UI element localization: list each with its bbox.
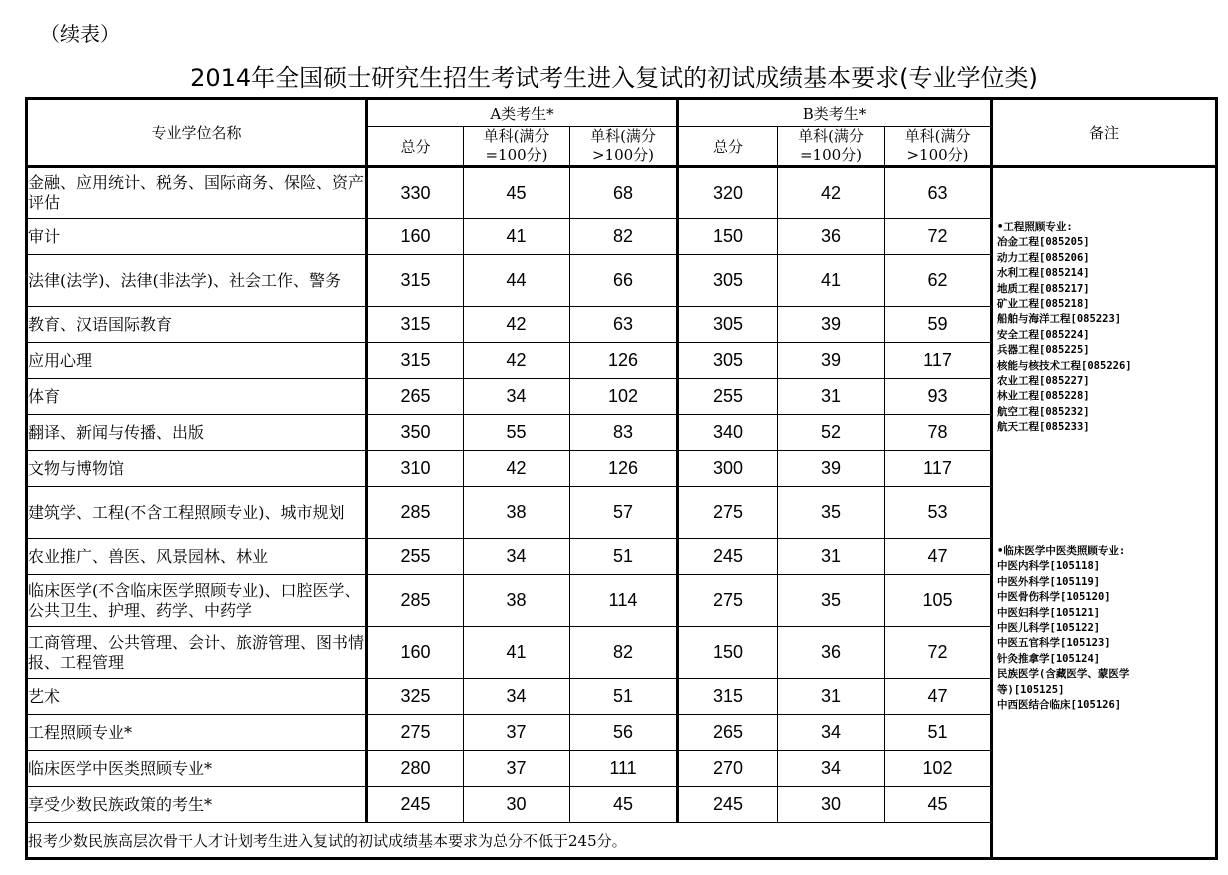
score-cell-a-s2: 82 [570, 627, 678, 679]
header-a-single-100: 单科(满分=100分) [464, 127, 570, 167]
score-cell-b-total: 305 [678, 343, 778, 379]
score-cell-b-s1: 41 [778, 255, 885, 307]
score-cell-a-s2: 126 [570, 451, 678, 487]
remark-line: 水利工程[085214] [997, 267, 1090, 280]
score-cell-a-s2: 66 [570, 255, 678, 307]
score-cell-b-s2: 59 [885, 307, 992, 343]
remark-line: 船舶与海洋工程[085223] [997, 313, 1122, 326]
footnote: 报考少数民族高层次骨干人才计划考生进入复试的初试成绩基本要求为总分不低于245分。 [27, 823, 992, 859]
remark-line: 航天工程[085233] [997, 421, 1090, 434]
remark-line: 中医妇科学[105121] [997, 606, 1101, 619]
remark-line: 矿业工程[085218] [997, 298, 1090, 311]
score-cell-b-s2: 53 [885, 487, 992, 539]
score-cell-b-s2: 78 [885, 415, 992, 451]
score-cell-a-s1: 37 [464, 751, 570, 787]
remark-line: 针灸推拿学[105124] [997, 652, 1101, 665]
score-cell-b-s1: 39 [778, 451, 885, 487]
score-cell-b-s1: 35 [778, 575, 885, 627]
score-cell-a-total: 315 [367, 343, 464, 379]
remark-line: 兵器工程[085225] [997, 344, 1090, 357]
remark-line: 中西医结合临床[105126] [997, 699, 1122, 712]
score-cell-b-s1: 42 [778, 167, 885, 219]
header-remarks: 备注 [992, 99, 1217, 167]
score-cell-a-s1: 45 [464, 167, 570, 219]
degree-name-cell: 工程照顾专业* [27, 715, 367, 751]
score-cell-a-s1: 37 [464, 715, 570, 751]
score-cell-a-s2: 82 [570, 219, 678, 255]
degree-name-cell: 农业推广、兽医、风景园林、林业 [27, 539, 367, 575]
score-cell-a-total: 160 [367, 627, 464, 679]
score-cell-b-s2: 72 [885, 219, 992, 255]
score-cell-b-s1: 34 [778, 751, 885, 787]
score-cell-a-s1: 34 [464, 539, 570, 575]
score-cell-a-total: 350 [367, 415, 464, 451]
degree-name-cell: 文物与博物馆 [27, 451, 367, 487]
remark-line: 核能与核技术工程[085226] [997, 359, 1132, 372]
score-cell-b-s2: 102 [885, 751, 992, 787]
header-b-total: 总分 [678, 127, 778, 167]
score-cell-b-s1: 39 [778, 343, 885, 379]
degree-name-cell: 享受少数民族政策的考生* [27, 787, 367, 823]
score-cell-b-s1: 31 [778, 539, 885, 575]
score-cell-b-total: 245 [678, 539, 778, 575]
score-cell-b-s1: 52 [778, 415, 885, 451]
score-cell-b-total: 300 [678, 451, 778, 487]
score-cell-a-s2: 68 [570, 167, 678, 219]
score-cell-b-s2: 62 [885, 255, 992, 307]
score-cell-a-s2: 51 [570, 679, 678, 715]
score-cell-b-s2: 45 [885, 787, 992, 823]
score-cell-a-total: 160 [367, 219, 464, 255]
score-cell-b-s1: 39 [778, 307, 885, 343]
continued-label: （续表） [40, 22, 120, 46]
score-cell-a-s2: 126 [570, 343, 678, 379]
score-cell-a-total: 315 [367, 307, 464, 343]
score-cell-b-s1: 30 [778, 787, 885, 823]
remark-line: 林业工程[085228] [997, 390, 1090, 403]
score-cell-a-s1: 55 [464, 415, 570, 451]
degree-name-cell: 审计 [27, 219, 367, 255]
remarks-engineering [997, 220, 1132, 436]
score-cell-a-s1: 41 [464, 219, 570, 255]
remark-line: 安全工程[085224] [997, 328, 1090, 341]
score-cell-b-s1: 36 [778, 219, 885, 255]
score-cell-a-s1: 42 [464, 307, 570, 343]
score-cell-b-s1: 34 [778, 715, 885, 751]
score-cell-a-s2: 63 [570, 307, 678, 343]
score-cell-b-total: 275 [678, 575, 778, 627]
score-cell-a-s1: 30 [464, 787, 570, 823]
degree-name-cell: 艺术 [27, 679, 367, 715]
score-cell-a-s1: 34 [464, 379, 570, 415]
remark-line: 地质工程[085217] [997, 282, 1090, 295]
remark-line: 农业工程[085227] [997, 375, 1090, 388]
score-cell-a-s1: 42 [464, 343, 570, 379]
degree-name-cell: 体育 [27, 379, 367, 415]
score-cell-a-total: 325 [367, 679, 464, 715]
score-cell-b-total: 245 [678, 787, 778, 823]
score-cell-a-total: 330 [367, 167, 464, 219]
score-cell-a-s1: 38 [464, 575, 570, 627]
remark-line: 中医外科学[105119] [997, 575, 1101, 588]
header-b-single-over100: 单科(满分>100分) [885, 127, 992, 167]
table-row [27, 167, 1217, 219]
score-cell-a-s2: 114 [570, 575, 678, 627]
score-cell-b-s2: 51 [885, 715, 992, 751]
score-cell-a-s2: 111 [570, 751, 678, 787]
score-cell-b-total: 320 [678, 167, 778, 219]
header-group-b: B类考生* [678, 99, 992, 127]
score-cell-b-total: 270 [678, 751, 778, 787]
degree-name-cell: 应用心理 [27, 343, 367, 379]
score-cell-b-s2: 47 [885, 679, 992, 715]
remark-line: 中医五官科学[105123] [997, 637, 1111, 650]
score-cell-b-s1: 31 [778, 379, 885, 415]
score-cell-a-s2: 57 [570, 487, 678, 539]
score-cell-b-s2: 93 [885, 379, 992, 415]
score-cell-b-total: 315 [678, 679, 778, 715]
score-cell-b-s2: 105 [885, 575, 992, 627]
score-cell-b-total: 255 [678, 379, 778, 415]
score-cell-a-total: 315 [367, 255, 464, 307]
score-cell-a-s1: 44 [464, 255, 570, 307]
score-cell-a-s2: 102 [570, 379, 678, 415]
header-b-single-100: 单科(满分=100分) [778, 127, 885, 167]
remark-line: 等)[105125] [997, 683, 1065, 696]
score-cell-a-total: 310 [367, 451, 464, 487]
header-degree-name: 专业学位名称 [27, 99, 367, 167]
degree-name-cell: 建筑学、工程(不含工程照顾专业)、城市规划 [27, 487, 367, 539]
score-cell-b-s1: 36 [778, 627, 885, 679]
remark-line: 中医骨伤科学[105120] [997, 591, 1111, 604]
remark-line: 中医内科学[105118] [997, 560, 1101, 573]
score-cell-b-total: 340 [678, 415, 778, 451]
score-cell-b-s2: 72 [885, 627, 992, 679]
remark-line: 民族医学(含藏医学、蒙医学 [997, 668, 1130, 681]
score-cell-a-total: 245 [367, 787, 464, 823]
score-cell-a-total: 265 [367, 379, 464, 415]
degree-name-cell: 临床医学中医类照顾专业* [27, 751, 367, 787]
score-cell-a-s1: 42 [464, 451, 570, 487]
remark-line: 冶金工程[085205] [997, 236, 1090, 249]
remarks-cell [992, 167, 1217, 859]
score-cell-a-s1: 38 [464, 487, 570, 539]
degree-name-cell: 教育、汉语国际教育 [27, 307, 367, 343]
degree-name-cell: 金融、应用统计、税务、国际商务、保险、资产评估 [27, 167, 367, 219]
score-cell-a-total: 285 [367, 575, 464, 627]
score-cell-a-total: 285 [367, 487, 464, 539]
degree-name-cell: 临床医学(不含临床医学照顾专业)、口腔医学、公共卫生、护理、药学、中药学 [27, 575, 367, 627]
score-table-body [27, 167, 1217, 859]
remark-line: 中医儿科学[105122] [997, 622, 1101, 635]
degree-name-cell: 翻译、新闻与传播、出版 [27, 415, 367, 451]
degree-name-cell: 法律(法学)、法律(非法学)、社会工作、警务 [27, 255, 367, 307]
score-table [25, 97, 1218, 860]
header-group-a: A类考生* [367, 99, 678, 127]
score-cell-b-total: 275 [678, 487, 778, 539]
header-a-single-over100: 单科(满分>100分) [570, 127, 678, 167]
score-cell-b-total: 150 [678, 627, 778, 679]
score-cell-b-s2: 117 [885, 451, 992, 487]
score-cell-b-s2: 117 [885, 343, 992, 379]
score-cell-a-s2: 45 [570, 787, 678, 823]
score-cell-b-s1: 35 [778, 487, 885, 539]
score-cell-b-total: 150 [678, 219, 778, 255]
remarks-tcm [997, 544, 1129, 713]
degree-name-cell: 工商管理、公共管理、会计、旅游管理、图书情报、工程管理 [27, 627, 367, 679]
score-cell-b-total: 265 [678, 715, 778, 751]
score-cell-a-total: 255 [367, 539, 464, 575]
score-cell-a-total: 280 [367, 751, 464, 787]
score-cell-a-s2: 56 [570, 715, 678, 751]
remark-line: 动力工程[085206] [997, 251, 1090, 264]
header-a-total: 总分 [367, 127, 464, 167]
score-cell-a-s2: 83 [570, 415, 678, 451]
page-title: 2014年全国硕士研究生招生考试考生进入复试的初试成绩基本要求(专业学位类) [190, 64, 1038, 92]
score-cell-b-total: 305 [678, 307, 778, 343]
score-cell-a-s1: 34 [464, 679, 570, 715]
score-cell-a-s2: 51 [570, 539, 678, 575]
score-cell-a-total: 275 [367, 715, 464, 751]
score-cell-b-s2: 63 [885, 167, 992, 219]
remark-line: 航空工程[085232] [997, 405, 1090, 418]
score-cell-a-s1: 41 [464, 627, 570, 679]
score-cell-b-s2: 47 [885, 539, 992, 575]
score-cell-b-s1: 31 [778, 679, 885, 715]
remark-line: •工程照顾专业: [997, 221, 1073, 233]
remark-line: •临床医学中医类照顾专业: [997, 545, 1126, 557]
score-cell-b-total: 305 [678, 255, 778, 307]
